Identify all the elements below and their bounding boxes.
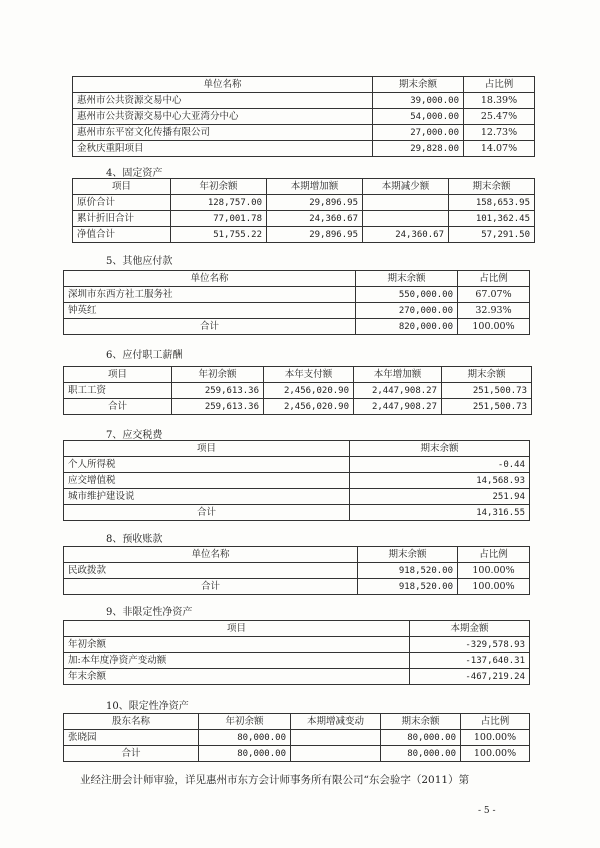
cell: 32.93% xyxy=(458,303,530,319)
footer-note: 业经注册会计师审验，详见惠州市东方会计师事务所有限公司“东会验字（2011）第 xyxy=(80,774,470,786)
cell: 深圳市东西方社工服务社 xyxy=(64,287,356,303)
cell: 2,447,908.27 xyxy=(354,383,442,399)
cell: 合计 xyxy=(64,319,356,335)
cell: 年末余额 xyxy=(64,669,410,685)
cell: 29,896.95 xyxy=(267,195,363,211)
cell: 820,000.00 xyxy=(356,319,458,335)
cell: 54,000.00 xyxy=(373,109,464,125)
cell: 净值合计 xyxy=(73,227,171,243)
unit-balance-table xyxy=(72,76,535,157)
other-payables-table xyxy=(63,270,530,335)
table-row xyxy=(64,489,530,505)
cell: 77,001.78 xyxy=(171,211,267,227)
table-row xyxy=(73,211,535,227)
table-row xyxy=(64,579,530,595)
table-row xyxy=(64,730,530,746)
cell: 24,360.67 xyxy=(267,211,363,227)
cell xyxy=(363,195,449,211)
table-row xyxy=(64,653,530,669)
col-header: 期末余额 xyxy=(356,271,458,287)
cell: 80,000.00 xyxy=(199,746,291,762)
section-title-taxes-payable: 7、应交税费 xyxy=(106,430,163,441)
cell: 合计 xyxy=(64,746,199,762)
cell: 251.94 xyxy=(350,489,530,505)
cell: 128,757.00 xyxy=(171,195,267,211)
table-row xyxy=(64,303,530,319)
table-row xyxy=(64,287,530,303)
section-title-unrestricted-net-assets: 9、非限定性净资产 xyxy=(106,607,193,618)
table-row xyxy=(64,746,530,762)
cell: 67.07% xyxy=(458,287,530,303)
table-row xyxy=(73,227,535,243)
cell: 100.00% xyxy=(458,579,530,595)
table-row xyxy=(64,399,532,415)
page-number: - 5 - xyxy=(478,806,496,816)
col-header: 期末余额 xyxy=(373,77,464,93)
col-header: 期末余额 xyxy=(442,367,532,383)
col-header: 年初余额 xyxy=(172,367,264,383)
cell: 270,000.00 xyxy=(356,303,458,319)
advance-receipts-table xyxy=(63,546,530,595)
cell: 251,500.73 xyxy=(442,399,532,415)
col-header: 单位名称 xyxy=(73,77,373,93)
cell: 18.39% xyxy=(464,93,535,109)
table-row xyxy=(73,93,535,109)
cell: 民政拨款 xyxy=(64,563,358,579)
cell: 251,500.73 xyxy=(442,383,532,399)
table-row xyxy=(64,473,530,489)
table-row xyxy=(64,319,530,335)
col-header: 单位名称 xyxy=(64,547,358,563)
cell: 27,000.00 xyxy=(373,125,464,141)
cell: 100.00% xyxy=(458,563,530,579)
cell: 职工工资 xyxy=(64,383,172,399)
col-header: 期末余额 xyxy=(381,714,461,730)
cell: 加:本年度净资产变动额 xyxy=(64,653,410,669)
col-header: 期末余额 xyxy=(350,441,530,457)
cell: 80,000.00 xyxy=(199,730,291,746)
cell: 惠州市公共资源交易中心大亚湾分中心 xyxy=(73,109,373,125)
cell: 惠州市公共资源交易中心 xyxy=(73,93,373,109)
col-header: 占比例 xyxy=(458,547,530,563)
cell: 51,755.22 xyxy=(171,227,267,243)
cell: 918,520.00 xyxy=(358,579,458,595)
cell: -0.44 xyxy=(350,457,530,473)
cell: 合计 xyxy=(64,505,350,521)
cell xyxy=(363,211,449,227)
col-header: 股东名称 xyxy=(64,714,199,730)
cell: 12.73% xyxy=(464,125,535,141)
col-header: 占比例 xyxy=(461,714,530,730)
col-header: 期末余额 xyxy=(449,179,535,195)
table-row xyxy=(64,563,530,579)
col-header: 年初余额 xyxy=(199,714,291,730)
cell: 14.07% xyxy=(464,141,535,157)
cell: 惠州市东平窑文化传播有限公司 xyxy=(73,125,373,141)
unrestricted-net-assets-table xyxy=(63,620,530,685)
col-header: 占比例 xyxy=(464,77,535,93)
col-header: 本期增减变动 xyxy=(291,714,381,730)
cell: 金秋庆重阳项目 xyxy=(73,141,373,157)
cell: 57,291.50 xyxy=(449,227,535,243)
payroll-payable-table xyxy=(63,366,532,415)
cell: 14,568.93 xyxy=(350,473,530,489)
col-header: 期末余额 xyxy=(358,547,458,563)
restricted-net-assets-table xyxy=(63,713,530,762)
section-title-advance-receipts: 8、预收账款 xyxy=(106,534,163,545)
col-header: 本期增加额 xyxy=(267,179,363,195)
cell: 累计折旧合计 xyxy=(73,211,171,227)
section-title-fixed-assets: 4、固定资产 xyxy=(106,168,163,179)
cell: 城市维护建设说 xyxy=(64,489,350,505)
table-row xyxy=(64,637,530,653)
cell: 原价合计 xyxy=(73,195,171,211)
table-row xyxy=(73,141,535,157)
cell: 24,360.67 xyxy=(363,227,449,243)
col-header: 年初余额 xyxy=(171,179,267,195)
cell: 80,000.00 xyxy=(381,746,461,762)
cell: 25.47% xyxy=(464,109,535,125)
cell: 应交增值税 xyxy=(64,473,350,489)
cell: -329,578.93 xyxy=(410,637,530,653)
cell: 918,520.00 xyxy=(358,563,458,579)
cell: 个人所得税 xyxy=(64,457,350,473)
table-row xyxy=(73,125,535,141)
cell: 158,653.95 xyxy=(449,195,535,211)
col-header: 本年增加额 xyxy=(354,367,442,383)
cell: 550,000.00 xyxy=(356,287,458,303)
fixed-assets-table xyxy=(72,178,535,243)
section-title-other-payables: 5、其他应付款 xyxy=(106,256,173,267)
col-header: 本年支付额 xyxy=(264,367,354,383)
section-title-payroll-payable: 6、应付职工薪酬 xyxy=(106,350,183,361)
cell xyxy=(291,746,381,762)
cell: 年初余额 xyxy=(64,637,410,653)
cell: 39,000.00 xyxy=(373,93,464,109)
cell: 合计 xyxy=(64,399,172,415)
cell: 14,316.55 xyxy=(350,505,530,521)
cell: 259,613.36 xyxy=(172,383,264,399)
col-header: 项目 xyxy=(64,441,350,457)
cell: 29,896.95 xyxy=(267,227,363,243)
section-title-restricted-net-assets: 10、限定性净资产 xyxy=(106,701,189,712)
table-row xyxy=(73,195,535,211)
cell: 钟英红 xyxy=(64,303,356,319)
table-row xyxy=(64,383,532,399)
cell: 80,000.00 xyxy=(381,730,461,746)
col-header: 项目 xyxy=(64,621,410,637)
table-row xyxy=(73,109,535,125)
table-row xyxy=(64,457,530,473)
table-row xyxy=(64,669,530,685)
col-header: 项目 xyxy=(64,367,172,383)
cell: -467,219.24 xyxy=(410,669,530,685)
cell: 100.00% xyxy=(458,319,530,335)
cell: 100.00% xyxy=(461,746,530,762)
cell: 29,828.00 xyxy=(373,141,464,157)
cell: 101,362.45 xyxy=(449,211,535,227)
table-row xyxy=(64,505,530,521)
cell xyxy=(291,730,381,746)
taxes-payable-table xyxy=(63,440,530,521)
col-header: 项目 xyxy=(73,179,171,195)
col-header: 单位名称 xyxy=(64,271,356,287)
cell: 100.00% xyxy=(461,730,530,746)
cell: 张晓园 xyxy=(64,730,199,746)
cell: 2,456,020.90 xyxy=(264,399,354,415)
col-header: 占比例 xyxy=(458,271,530,287)
cell: 259,613.36 xyxy=(172,399,264,415)
cell: -137,640.31 xyxy=(410,653,530,669)
cell: 2,456,020.90 xyxy=(264,383,354,399)
cell: 合计 xyxy=(64,579,358,595)
cell: 2,447,908.27 xyxy=(354,399,442,415)
col-header: 本期减少额 xyxy=(363,179,449,195)
col-header: 本期金额 xyxy=(410,621,530,637)
